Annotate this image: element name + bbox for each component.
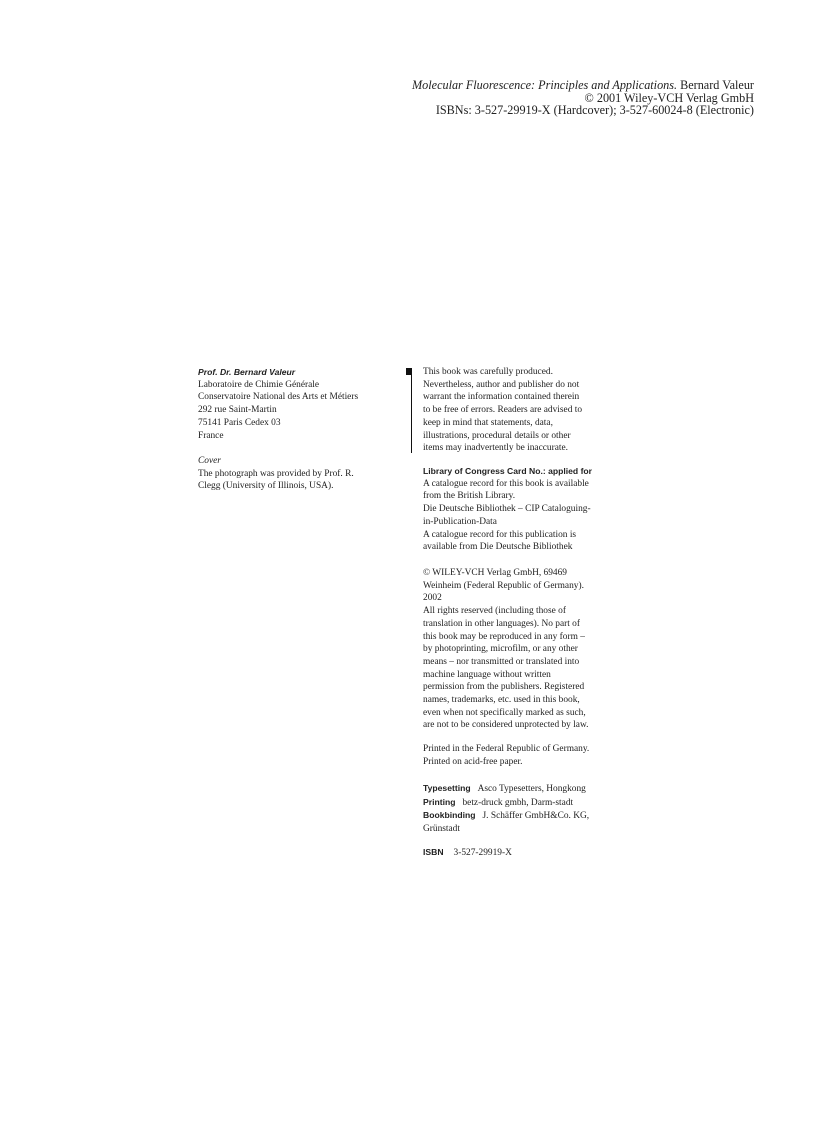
typesetting-label: Typesetting: [423, 783, 471, 793]
cover-heading: Cover: [198, 456, 221, 466]
typesetting-value: Asco Typesetters, Hongkong: [477, 784, 586, 794]
isbn-label: ISBN: [423, 847, 444, 857]
text-line: translation in other languages). No part of: [423, 618, 580, 629]
text-line: A catalogue record for this book is available: [423, 478, 589, 489]
text-line: illustrations, procedural details or other: [423, 430, 571, 441]
text-line: from the British Library.: [423, 491, 516, 502]
text-line: Conservatoire National des Arts et Métiers: [198, 392, 359, 403]
text-line: Printed in the Federal Republic of Germany.: [423, 744, 590, 754]
book-title-line: [412, 79, 754, 92]
production-block: [423, 782, 589, 836]
text-line: The photograph was provided by Prof. R.: [198, 468, 354, 479]
typesetting-line: [423, 782, 589, 796]
text-line: All rights reserved (including those of: [423, 606, 566, 617]
text-line: France: [198, 430, 224, 441]
cover-text: [198, 468, 354, 493]
bookbinding-value: J. Schäffer GmbH&Co. KG,: [482, 811, 590, 822]
bookbinding-label: Bookbinding: [423, 810, 476, 821]
text-line: to be free of errors. Readers are advised to: [423, 405, 583, 416]
text-line: Printed on acid-free paper.: [423, 756, 523, 767]
text-line: 2002: [423, 593, 442, 604]
text-line: this book may be reproduced in any form –: [423, 631, 585, 642]
printed-text: [423, 743, 589, 768]
cover-block: [198, 455, 354, 493]
text-line: warrant the information contained therein: [423, 392, 580, 403]
text-line: are not to be considered unprotected by law.: [423, 720, 589, 731]
bookbinding-line: [423, 809, 589, 823]
printing-label: Printing: [423, 796, 456, 807]
catalogue-block: [423, 465, 592, 554]
disclaimer-text: [423, 366, 582, 455]
text-line: permission from the publishers. Registered: [423, 682, 585, 693]
text-line: in-Publication-Data: [423, 516, 497, 527]
text-line: Laboratoire de Chimie Générale: [198, 379, 320, 390]
text-line: by photoprinting, microfilm, or any other: [423, 644, 578, 655]
author-name: Prof. Dr. Bernard Valeur: [198, 367, 296, 377]
text-line: This book was carefully produced.: [423, 367, 553, 377]
rights-text: [423, 567, 588, 732]
isbns-line: ISBNs: 3-527-29919-X (Hardcover); 3-527-60024-8 (Electronic): [435, 103, 754, 118]
text-line: machine language without written: [423, 669, 551, 680]
printing-line: [423, 796, 589, 810]
catalogue-heading: Library of Congress Card No.: applied for: [423, 466, 593, 476]
text-line: A catalogue record for this publication is: [423, 529, 577, 540]
text-line: Die Deutsche Bibliothek – CIP Cataloguing-: [423, 504, 591, 515]
text-line: available from Die Deutsche Bibliothek: [423, 542, 573, 553]
isbn-line: [423, 846, 512, 860]
text-line: Clegg (University of Illinois, USA).: [198, 481, 334, 492]
text-line: © WILEY-VCH Verlag GmbH, 69469: [423, 568, 567, 578]
margin-rule: [411, 372, 412, 453]
text-line: 75141 Paris Cedex 03: [198, 417, 281, 428]
printing-value: betz-druck gmbh, Darm-stadt: [462, 797, 574, 808]
text-line: 292 rue Saint-Martin: [198, 405, 277, 416]
text-line: names, trademarks, etc. used in this book,: [423, 695, 580, 706]
bookbinding-cont: Grünstadt: [423, 824, 460, 835]
author-block: [198, 366, 358, 442]
text-line: keep in mind that statements, data,: [423, 417, 553, 428]
catalogue-text: [423, 478, 592, 554]
book-author: Bernard Valeur: [677, 78, 754, 92]
isbn-value: 3-527-29919-X: [453, 848, 512, 858]
text-line: even when not specifically marked as such,: [423, 707, 586, 718]
text-line: Nevertheless, author and publisher do not: [423, 379, 580, 390]
copyright-line: © 2001 Wiley-VCH Verlag GmbH: [584, 90, 754, 105]
author-address: [198, 379, 358, 443]
text-line: Weinheim (Federal Republic of Germany).: [423, 580, 584, 591]
page-header: [412, 79, 754, 117]
book-title: Molecular Fluorescence: Principles and Applications.: [412, 78, 678, 92]
text-line: means – nor transmitted or translated into: [423, 656, 580, 667]
text-line: items may inadvertently be inaccurate.: [423, 443, 568, 454]
